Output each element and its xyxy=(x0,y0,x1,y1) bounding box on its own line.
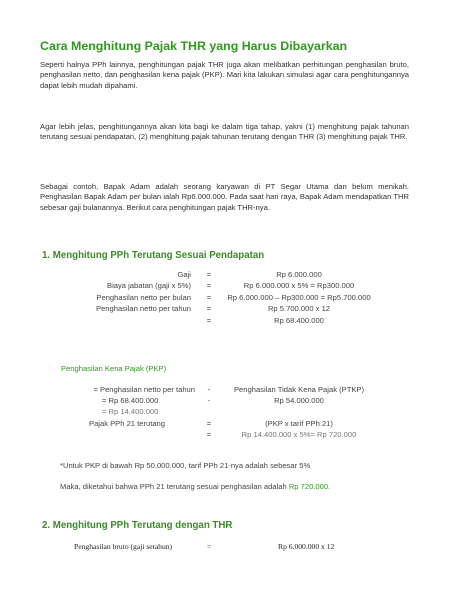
pkp-result-value: = Rp 14.400.000 xyxy=(102,407,159,416)
minus-operator: - xyxy=(207,396,211,405)
row-label: Biaya jabatan (gaji x 5%) xyxy=(107,281,191,290)
row-operator: = xyxy=(206,270,212,279)
tax-rate-note: *Untuk PKP di bawah Rp 50.000.000, tarif PPh 21-nya adalah sebesar 5% xyxy=(60,461,311,470)
pkp-netto-label: = Penghasilan netto per tahun xyxy=(93,385,195,394)
conclusion-value: Rp 720.000. xyxy=(288,482,331,491)
ptkp-label: Penghasilan Tidak Kena Pajak (PTKP) xyxy=(233,385,364,394)
conclusion-prefix: Maka, diketahui bahwa PPh 21 terutang sesuai penghasilan adalah xyxy=(60,482,289,491)
row-value: Rp 5.700.000 x 12 xyxy=(267,304,331,313)
section-2-heading: 2. Menghitung PPh Terutang dengan THR xyxy=(42,520,233,531)
page-title: Cara Menghitung Pajak THR yang Harus Dibayarkan xyxy=(40,39,348,53)
pph21-formula: (PKP x tarif PPh 21) xyxy=(265,419,333,428)
pph21-label: Pajak PPh 21 terutang xyxy=(89,419,165,428)
intro-paragraph: Seperti halnya PPh lainnya, penghitungan pajak THR juga akan melibatkan perhitungan penghasilan bruto, penghasilan netto, dan penghasilan kena pajak (PKP). Mari kita lakukan simulasi agar cara penghitungannya dapat lebih mudah dipahami. xyxy=(40,60,409,90)
row-operator: = xyxy=(206,304,212,313)
bruto-value: Rp 6.000.000 x 12 xyxy=(278,542,335,551)
bruto-label: Penghasilan bruto (gaji setahun) xyxy=(74,542,173,551)
row-value: Rp 68.400.000 xyxy=(274,316,324,325)
row-operator: = xyxy=(206,419,212,428)
row-operator: = xyxy=(206,281,212,290)
conclusion-text xyxy=(60,482,330,491)
row-operator: = xyxy=(206,293,212,302)
row-label: Gaji xyxy=(177,270,191,279)
row-label: Penghasilan netto per bulan xyxy=(96,293,191,302)
minus-operator: - xyxy=(207,385,211,394)
row-value: Rp 6.000.000 – Rp300.000 = Rp5.700.000 xyxy=(227,293,371,302)
row-operator: = xyxy=(206,316,212,325)
pkp-subheading: Penghasilan Kena Pajak (PKP) xyxy=(61,364,167,373)
steps-paragraph: Agar lebih jelas, penghitungannya akan kita bagi ke dalam tiga tahap, yakni (1) menghitung pajak tahunan terutang sesuai pendapatan, (2) menghitung pajak tahunan terutang dengan THR (3) menghitung pajak THR. xyxy=(40,122,409,142)
row-operator: = xyxy=(206,542,212,551)
row-label: Penghasilan netto per tahun xyxy=(96,304,191,313)
example-paragraph: Sebagai contoh, Bapak Adam adalah seorang karyawan di PT Segar Utama dan belum menikah. Penghasilan Bapak Adam per bulan ialah Rp6.000.000. Pada saat hari raya, Bapak Adam mendapatkan THR sebesar gaji bulanannya. Berikut cara penghitungan pajak THR-nya. xyxy=(40,182,409,212)
row-value: Rp 6.000.000 x 5% = Rp300.000 xyxy=(243,281,355,290)
pkp-netto-value: = Rp 68.400.000 xyxy=(102,396,159,405)
section-1-heading: 1. Menghitung PPh Terutang Sesuai Pendapatan xyxy=(42,250,265,261)
pph21-result: Rp 14.400.000 x 5%= Rp 720.000 xyxy=(241,430,357,439)
ptkp-value: Rp 54.000.000 xyxy=(274,396,324,405)
row-operator: = xyxy=(206,430,212,439)
row-value: Rp 6.000.000 xyxy=(276,270,322,279)
